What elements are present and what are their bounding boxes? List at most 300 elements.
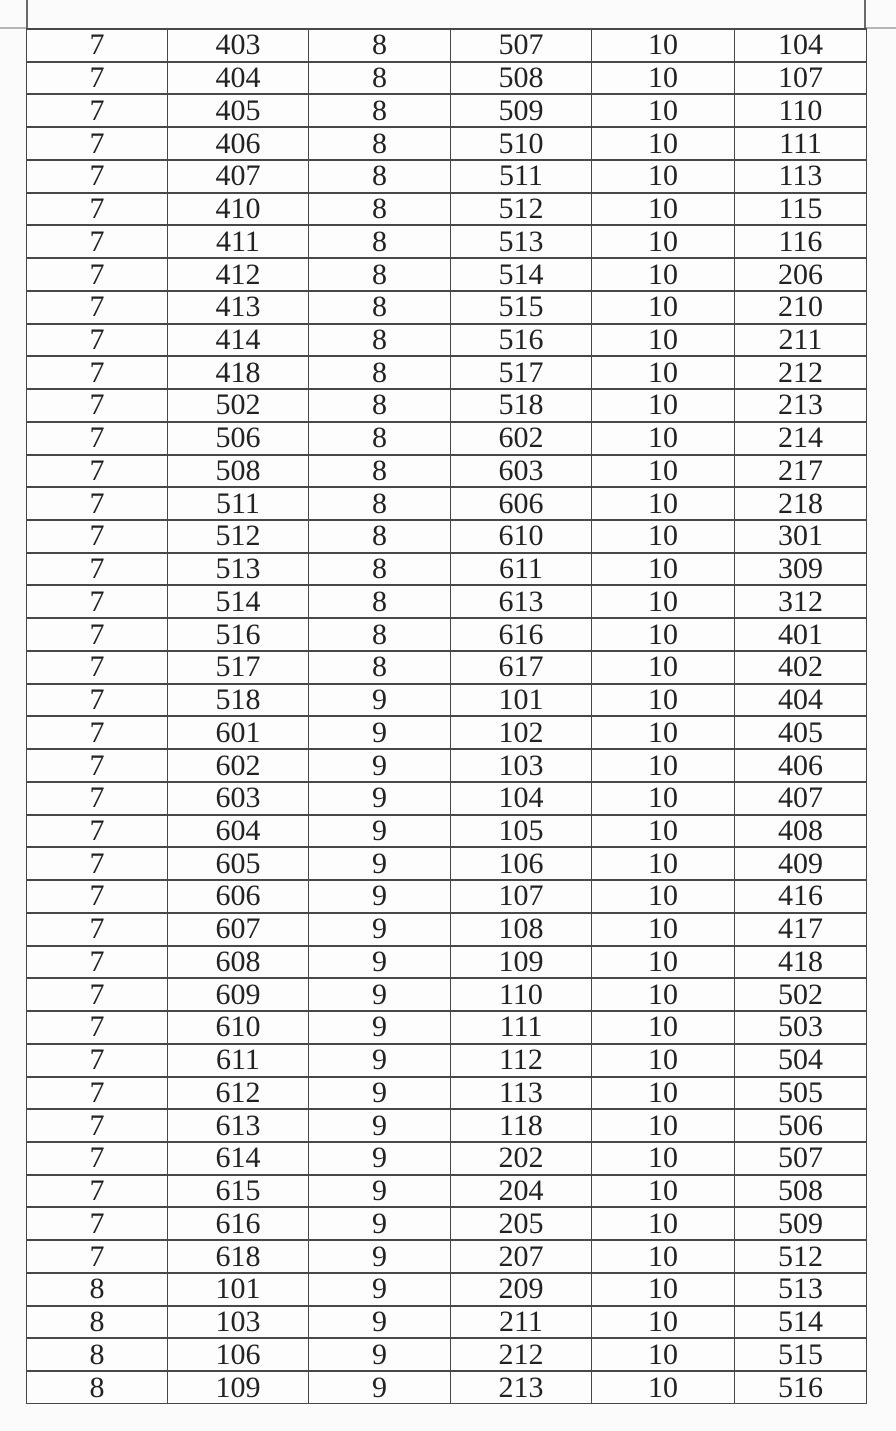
table-row (27, 913, 867, 946)
table-cell: 7 (27, 291, 168, 324)
table-cell: 211 (451, 1306, 592, 1339)
table-cell: 514 (168, 585, 309, 618)
table-cell: 9 (309, 1273, 451, 1306)
table-cell: 9 (309, 1077, 451, 1110)
table-cell: 10 (592, 160, 735, 193)
table-cell: 9 (309, 913, 451, 946)
table-row (27, 94, 867, 127)
table-cell: 605 (168, 847, 309, 880)
table-cell: 608 (168, 946, 309, 979)
table-cell: 7 (27, 1240, 168, 1273)
table-row (27, 324, 867, 357)
table-row (27, 782, 867, 815)
table-cell: 10 (592, 29, 735, 62)
table-cell: 10 (592, 1077, 735, 1110)
table-cell: 10 (592, 324, 735, 357)
table-cell: 104 (451, 782, 592, 815)
table-cell: 7 (27, 520, 168, 553)
table-cell: 10 (592, 1240, 735, 1273)
table-cell: 610 (168, 1011, 309, 1044)
table-cell: 407 (168, 160, 309, 193)
table-cell: 502 (168, 389, 309, 422)
table-cell: 408 (735, 815, 867, 848)
table-cell: 9 (309, 880, 451, 913)
table-cell: 9 (309, 716, 451, 749)
table-cell: 8 (309, 520, 451, 553)
table-cell: 10 (592, 1044, 735, 1077)
table-row (27, 749, 867, 782)
table-cell: 7 (27, 455, 168, 488)
table-cell: 515 (735, 1338, 867, 1371)
table-cell: 10 (592, 553, 735, 586)
table-cell: 614 (168, 1142, 309, 1175)
table-cell: 517 (168, 651, 309, 684)
table-cell: 7 (27, 1044, 168, 1077)
table-cell: 615 (168, 1175, 309, 1208)
table-cell: 211 (735, 324, 867, 357)
table-row (27, 225, 867, 258)
table-cell: 10 (592, 389, 735, 422)
table-cell: 617 (451, 651, 592, 684)
table-cell: 7 (27, 585, 168, 618)
table-cell: 9 (309, 847, 451, 880)
table-cell: 7 (27, 618, 168, 651)
table-cell: 9 (309, 1011, 451, 1044)
table-cell: 106 (451, 847, 592, 880)
cropped-row-left-border-stub (26, 0, 28, 29)
table-cell: 309 (735, 553, 867, 586)
table-cell: 508 (168, 455, 309, 488)
table-cell: 9 (309, 1371, 451, 1403)
table-row (27, 716, 867, 749)
cropped-row-right-border-stub (864, 0, 866, 29)
table-cell: 10 (592, 193, 735, 226)
table-cell: 513 (451, 225, 592, 258)
table-row (27, 553, 867, 586)
table-cell: 10 (592, 291, 735, 324)
table-cell: 112 (451, 1044, 592, 1077)
table-row (27, 585, 867, 618)
table-cell: 111 (451, 1011, 592, 1044)
table-cell: 107 (451, 880, 592, 913)
table-row (27, 1044, 867, 1077)
table-cell: 9 (309, 1306, 451, 1339)
table-cell: 413 (168, 291, 309, 324)
table-cell: 115 (735, 193, 867, 226)
table-cell: 10 (592, 946, 735, 979)
table-cell: 416 (735, 880, 867, 913)
table-cell: 8 (309, 422, 451, 455)
table-cell: 214 (735, 422, 867, 455)
table-cell: 7 (27, 716, 168, 749)
table-cell: 10 (592, 880, 735, 913)
table-row (27, 389, 867, 422)
table-cell: 9 (309, 684, 451, 717)
table-cell: 611 (168, 1044, 309, 1077)
table-cell: 404 (735, 684, 867, 717)
table-cell: 7 (27, 94, 168, 127)
table-cell: 10 (592, 618, 735, 651)
table-cell: 603 (451, 455, 592, 488)
table-cell: 205 (451, 1207, 592, 1240)
table-cell: 10 (592, 913, 735, 946)
table-cell: 109 (168, 1371, 309, 1403)
table-cell: 601 (168, 716, 309, 749)
table-cell: 8 (309, 291, 451, 324)
table-cell: 10 (592, 94, 735, 127)
table-row (27, 684, 867, 717)
table-row (27, 29, 867, 62)
table-cell: 217 (735, 455, 867, 488)
table-cell: 7 (27, 978, 168, 1011)
table-cell: 111 (735, 127, 867, 160)
table-cell: 10 (592, 520, 735, 553)
table-cell: 9 (309, 1207, 451, 1240)
table-row (27, 487, 867, 520)
table-cell: 516 (168, 618, 309, 651)
table-cell: 101 (451, 684, 592, 717)
table-row (27, 1338, 867, 1371)
table-cell: 204 (451, 1175, 592, 1208)
table-cell: 7 (27, 487, 168, 520)
table-cell: 417 (735, 913, 867, 946)
table-row (27, 62, 867, 95)
table-cell: 616 (168, 1207, 309, 1240)
table-cell: 509 (735, 1207, 867, 1240)
table-cell: 512 (735, 1240, 867, 1273)
table-cell: 8 (309, 585, 451, 618)
table-cell: 8 (27, 1273, 168, 1306)
table-cell: 8 (309, 487, 451, 520)
table-cell: 7 (27, 422, 168, 455)
table-row (27, 815, 867, 848)
table-cell: 7 (27, 913, 168, 946)
table-cell: 613 (451, 585, 592, 618)
table-cell: 404 (168, 62, 309, 95)
table-cell: 8 (309, 455, 451, 488)
table-cell: 418 (168, 356, 309, 389)
table-cell: 7 (27, 749, 168, 782)
table-cell: 7 (27, 847, 168, 880)
table-cell: 405 (735, 716, 867, 749)
table-cell: 604 (168, 815, 309, 848)
table-cell: 107 (735, 62, 867, 95)
table-cell: 8 (309, 618, 451, 651)
table-cell: 8 (309, 225, 451, 258)
table-cell: 505 (735, 1077, 867, 1110)
table-cell: 401 (735, 618, 867, 651)
table-cell: 7 (27, 1011, 168, 1044)
table-cell: 8 (27, 1338, 168, 1371)
table-cell: 209 (451, 1273, 592, 1306)
table-row (27, 1207, 867, 1240)
table-cell: 7 (27, 258, 168, 291)
table-cell: 312 (735, 585, 867, 618)
table-cell: 606 (451, 487, 592, 520)
table-cell: 101 (168, 1273, 309, 1306)
table-cell: 10 (592, 651, 735, 684)
table-cell: 7 (27, 193, 168, 226)
table-cell: 10 (592, 1371, 735, 1403)
table-cell: 514 (451, 258, 592, 291)
table-cell: 113 (451, 1077, 592, 1110)
table-row (27, 651, 867, 684)
table-cell: 8 (309, 324, 451, 357)
table-cell: 10 (592, 1109, 735, 1142)
table-cell: 7 (27, 160, 168, 193)
table-cell: 10 (592, 1207, 735, 1240)
table-cell: 10 (592, 978, 735, 1011)
table-cell: 602 (168, 749, 309, 782)
table-cell: 109 (451, 946, 592, 979)
table-cell: 7 (27, 880, 168, 913)
table-cell: 206 (735, 258, 867, 291)
table-row (27, 847, 867, 880)
table-row (27, 1109, 867, 1142)
table-cell: 7 (27, 389, 168, 422)
table-cell: 518 (451, 389, 592, 422)
table-row (27, 422, 867, 455)
table-cell: 418 (735, 946, 867, 979)
table-cell: 611 (451, 553, 592, 586)
table-cell: 108 (451, 913, 592, 946)
table-cell: 508 (735, 1175, 867, 1208)
table-cell: 512 (168, 520, 309, 553)
table-cell: 405 (168, 94, 309, 127)
table-row (27, 1273, 867, 1306)
table-cell: 7 (27, 324, 168, 357)
table-cell: 7 (27, 1207, 168, 1240)
table-cell: 9 (309, 815, 451, 848)
table-cell: 7 (27, 815, 168, 848)
table-cell: 403 (168, 29, 309, 62)
table-cell: 513 (168, 553, 309, 586)
table-cell: 8 (309, 127, 451, 160)
table-cell: 110 (735, 94, 867, 127)
table-cell: 10 (592, 127, 735, 160)
table-cell: 506 (168, 422, 309, 455)
table-row (27, 127, 867, 160)
table-cell: 9 (309, 749, 451, 782)
table-cell: 7 (27, 62, 168, 95)
table-cell: 515 (451, 291, 592, 324)
table-cell: 7 (27, 553, 168, 586)
table-cell: 518 (168, 684, 309, 717)
table-cell: 8 (309, 258, 451, 291)
table-cell: 104 (735, 29, 867, 62)
table-row (27, 1142, 867, 1175)
table-row (27, 880, 867, 913)
table-cell: 10 (592, 225, 735, 258)
table-cell: 10 (592, 1175, 735, 1208)
table-cell: 410 (168, 193, 309, 226)
table-cell: 9 (309, 978, 451, 1011)
table-cell: 210 (735, 291, 867, 324)
table-cell: 7 (27, 127, 168, 160)
table-cell: 414 (168, 324, 309, 357)
table-row (27, 291, 867, 324)
table-cell: 9 (309, 1142, 451, 1175)
table-cell: 8 (27, 1371, 168, 1403)
table-cell: 10 (592, 1273, 735, 1306)
table-cell: 7 (27, 782, 168, 815)
table-row (27, 1011, 867, 1044)
table-cell: 504 (735, 1044, 867, 1077)
table-cell: 618 (168, 1240, 309, 1273)
table-cell: 105 (451, 815, 592, 848)
table-cell: 406 (735, 749, 867, 782)
table-cell: 507 (451, 29, 592, 62)
table-cell: 207 (451, 1240, 592, 1273)
table-cell: 508 (451, 62, 592, 95)
table-cell: 407 (735, 782, 867, 815)
table-cell: 613 (168, 1109, 309, 1142)
table-cell: 10 (592, 1338, 735, 1371)
table-cell: 116 (735, 225, 867, 258)
table-row (27, 1175, 867, 1208)
cropped-row-bottom-rule-left (0, 27, 28, 29)
table-row (27, 1371, 867, 1403)
table-cell: 213 (735, 389, 867, 422)
table-cell: 10 (592, 422, 735, 455)
table-cell: 509 (451, 94, 592, 127)
table-cell: 118 (451, 1109, 592, 1142)
table-cell: 612 (168, 1077, 309, 1110)
table-cell: 7 (27, 946, 168, 979)
table-cell: 9 (309, 946, 451, 979)
table-row (27, 160, 867, 193)
table-cell: 10 (592, 356, 735, 389)
table-cell: 10 (592, 258, 735, 291)
table-cell: 8 (309, 94, 451, 127)
table-cell: 10 (592, 585, 735, 618)
table-cell: 609 (168, 978, 309, 1011)
table-cell: 7 (27, 356, 168, 389)
table-cell: 10 (592, 1011, 735, 1044)
table-cell: 510 (451, 127, 592, 160)
table-cell: 8 (309, 160, 451, 193)
table-cell: 10 (592, 1142, 735, 1175)
table-cell: 103 (451, 749, 592, 782)
table-cell: 514 (735, 1306, 867, 1339)
table-cell: 213 (451, 1371, 592, 1403)
table-cell: 602 (451, 422, 592, 455)
table-cell: 9 (309, 1044, 451, 1077)
table-cell: 8 (309, 62, 451, 95)
table-cell: 8 (309, 29, 451, 62)
table-cell: 606 (168, 880, 309, 913)
table-cell: 10 (592, 782, 735, 815)
table-cell: 9 (309, 1175, 451, 1208)
table-cell: 8 (309, 389, 451, 422)
table-cell: 8 (309, 356, 451, 389)
table-cell: 409 (735, 847, 867, 880)
table-cell: 516 (735, 1371, 867, 1403)
table-cell: 212 (451, 1338, 592, 1371)
table-row (27, 618, 867, 651)
table-cell: 9 (309, 1109, 451, 1142)
table-cell: 106 (168, 1338, 309, 1371)
table-cell: 8 (27, 1306, 168, 1339)
table-cell: 506 (735, 1109, 867, 1142)
table-cell: 7 (27, 29, 168, 62)
table-row (27, 1306, 867, 1339)
table-cell: 9 (309, 1240, 451, 1273)
table-cell: 503 (735, 1011, 867, 1044)
table-cell: 402 (735, 651, 867, 684)
table-cell: 10 (592, 847, 735, 880)
table-cell: 218 (735, 487, 867, 520)
table-row (27, 455, 867, 488)
table-cell: 507 (735, 1142, 867, 1175)
table-row (27, 1240, 867, 1273)
table-cell: 10 (592, 487, 735, 520)
table-cell: 10 (592, 716, 735, 749)
table-cell: 113 (735, 160, 867, 193)
table-cell: 7 (27, 1175, 168, 1208)
table-row (27, 193, 867, 226)
table-cell: 10 (592, 749, 735, 782)
table-cell: 7 (27, 1077, 168, 1110)
table-row (27, 1077, 867, 1110)
table-row (27, 946, 867, 979)
table-cell: 411 (168, 225, 309, 258)
table-cell: 301 (735, 520, 867, 553)
table-cell: 607 (168, 913, 309, 946)
table-cell: 516 (451, 324, 592, 357)
table-cell: 10 (592, 684, 735, 717)
table-body (27, 29, 867, 1404)
table-cell: 202 (451, 1142, 592, 1175)
table-cell: 102 (451, 716, 592, 749)
table-cell: 412 (168, 258, 309, 291)
table-cell: 7 (27, 651, 168, 684)
table-cell: 511 (168, 487, 309, 520)
table-cell: 10 (592, 815, 735, 848)
cropped-row-bottom-rule-right (865, 27, 896, 29)
table-cell: 406 (168, 127, 309, 160)
table-cell: 110 (451, 978, 592, 1011)
table-cell: 7 (27, 684, 168, 717)
table-cell: 212 (735, 356, 867, 389)
table-cell: 603 (168, 782, 309, 815)
table-row (27, 356, 867, 389)
table-cell: 616 (451, 618, 592, 651)
table-cell: 7 (27, 1109, 168, 1142)
table-cell: 511 (451, 160, 592, 193)
table-cell: 9 (309, 782, 451, 815)
table-cell: 10 (592, 455, 735, 488)
table-cell: 10 (592, 1306, 735, 1339)
table-cell: 9 (309, 1338, 451, 1371)
table-cell: 8 (309, 193, 451, 226)
table-cell: 10 (592, 62, 735, 95)
table-cell: 610 (451, 520, 592, 553)
table-cell: 512 (451, 193, 592, 226)
table-cell: 502 (735, 978, 867, 1011)
table-cell: 7 (27, 225, 168, 258)
table-cell: 8 (309, 553, 451, 586)
table-cell: 103 (168, 1306, 309, 1339)
table-row (27, 258, 867, 291)
table-cell: 7 (27, 1142, 168, 1175)
table-row (27, 520, 867, 553)
table-cell: 513 (735, 1273, 867, 1306)
table-row (27, 978, 867, 1011)
table-cell: 8 (309, 651, 451, 684)
number-table (26, 28, 867, 1404)
table-cell: 517 (451, 356, 592, 389)
